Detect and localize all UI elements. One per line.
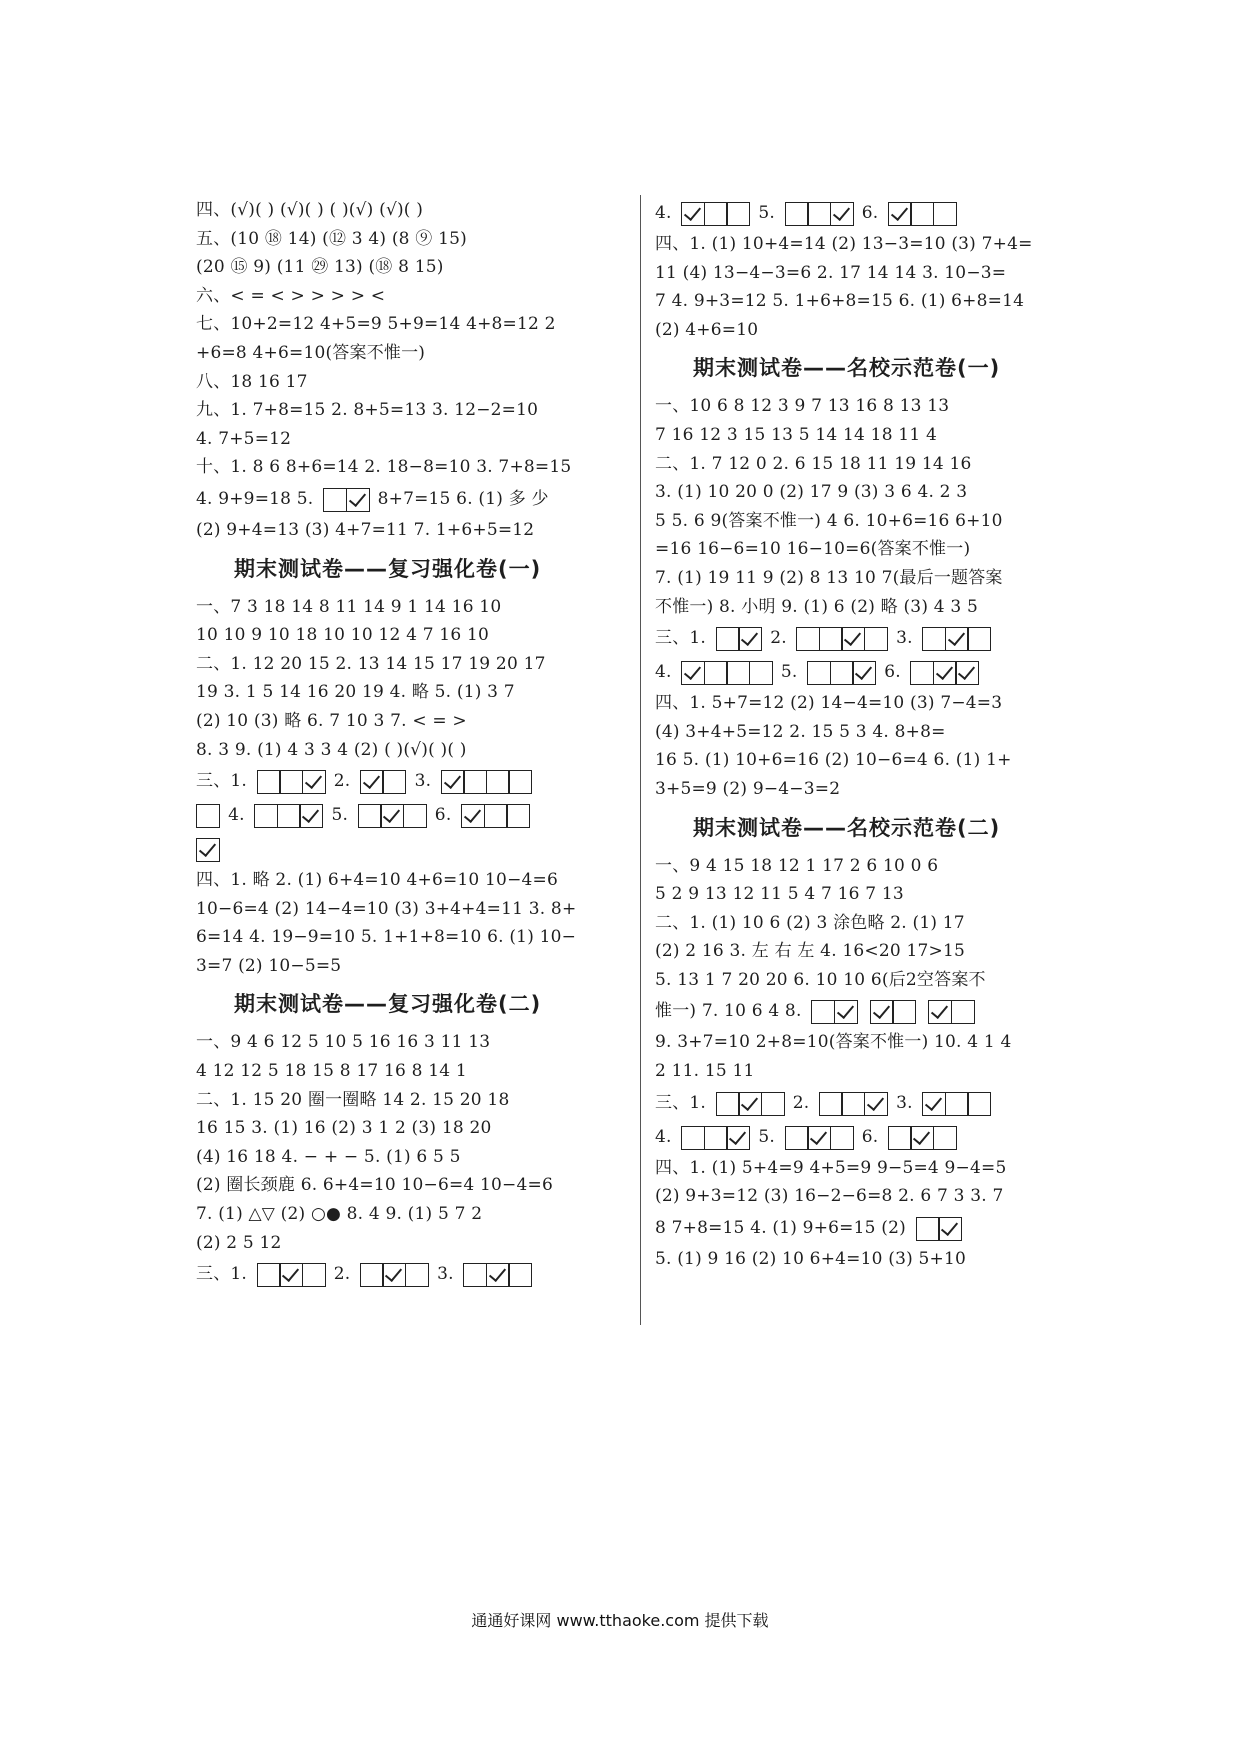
checkbox-group bbox=[888, 1120, 956, 1154]
checkbox-group bbox=[796, 622, 886, 656]
checkbox-group bbox=[196, 799, 219, 833]
checked-box bbox=[738, 1092, 762, 1116]
item-number: 6. bbox=[884, 662, 901, 683]
empty-box bbox=[360, 1263, 384, 1287]
checkbox-group bbox=[681, 1120, 749, 1154]
empty-box bbox=[506, 804, 530, 828]
empty-box bbox=[358, 804, 382, 828]
answer-line: 5 5. 6 9(答案不惟一) 4 6. 10+6=16 6+10 bbox=[655, 510, 1003, 531]
empty-box bbox=[922, 627, 946, 651]
item-number: 6. bbox=[434, 805, 452, 826]
checkbox-group bbox=[922, 622, 990, 656]
section-label: 三、 bbox=[196, 1264, 231, 1285]
left-column bbox=[196, 196, 626, 1291]
checked-box bbox=[681, 661, 705, 685]
empty-box bbox=[463, 770, 487, 794]
answer-line-with-boxes bbox=[196, 482, 626, 516]
checkbox-group bbox=[681, 197, 749, 231]
empty-box bbox=[704, 661, 728, 685]
answer-line: 一、7 3 18 14 8 11 14 9 1 14 16 10 bbox=[196, 596, 502, 617]
item-number: 4. bbox=[655, 662, 672, 683]
item-number: 4. bbox=[228, 805, 245, 826]
answer-line: 5. (1) 9 16 (2) 10 6+4=10 (3) 5+10 bbox=[655, 1248, 967, 1269]
empty-box bbox=[704, 1126, 728, 1150]
empty-box bbox=[382, 770, 406, 794]
section-heading: 期末测试卷——名校示范卷(二) bbox=[693, 815, 1001, 840]
checked-box bbox=[938, 1217, 962, 1241]
empty-box bbox=[888, 1126, 912, 1150]
answer-line: 10 10 9 10 18 10 10 12 4 7 16 10 bbox=[196, 625, 489, 646]
answer-line-with-boxes bbox=[655, 994, 1085, 1028]
answer-line: 19 3. 1 5 14 16 20 19 4. 略 5. (1) 3 7 bbox=[196, 682, 515, 703]
checkbox-group bbox=[928, 995, 973, 1029]
checked-box bbox=[382, 1263, 406, 1287]
empty-box bbox=[726, 202, 750, 226]
checked-box bbox=[279, 1263, 303, 1287]
answer-line: 5. 13 1 7 20 20 6. 10 10 6(后2空答案不 bbox=[655, 969, 986, 990]
item-number: 4. bbox=[655, 203, 672, 223]
answer-line: 九、1. 7+8=15 2. 8+5=13 3. 12−2=10 bbox=[196, 400, 539, 421]
empty-box bbox=[486, 770, 510, 794]
answer-line: 不惟一) 8. 小明 9. (1) 6 (2) 略 (3) 4 3 5 bbox=[655, 596, 979, 617]
checkbox-group bbox=[716, 622, 761, 656]
empty-box bbox=[892, 1000, 916, 1024]
answer-line: 四、(√)( ) (√)( ) ( )(√) (√)( ) bbox=[196, 200, 424, 220]
item-number: 6. bbox=[861, 203, 879, 223]
column-divider bbox=[640, 195, 641, 1325]
empty-box bbox=[279, 770, 303, 794]
item-number: 1. bbox=[689, 628, 707, 649]
checkbox-group bbox=[888, 197, 956, 231]
answer-line: 十、1. 8 6 8+6=14 2. 18−8=10 3. 7+8=15 bbox=[196, 457, 572, 478]
answer-line-with-boxes bbox=[655, 655, 1085, 689]
checkbox-group bbox=[922, 1086, 990, 1120]
answer-line: 八、18 16 17 bbox=[196, 371, 308, 392]
empty-box bbox=[761, 1092, 785, 1116]
answer-line: 6=14 4. 19−9=10 5. 1+1+8=10 6. (1) 10− bbox=[196, 927, 577, 948]
item-number: 5. bbox=[758, 203, 775, 223]
answer-line-with-boxes bbox=[196, 1257, 626, 1291]
checkbox-group bbox=[807, 656, 875, 690]
empty-box bbox=[254, 804, 278, 828]
empty-box bbox=[323, 488, 347, 512]
checkbox-group bbox=[785, 197, 853, 231]
item-number: 1. bbox=[230, 771, 248, 792]
empty-box bbox=[933, 202, 957, 226]
section-heading: 期末测试卷——复习强化卷(二) bbox=[234, 992, 542, 1017]
answer-text: 8 7+8=15 4. (1) 9+6=15 (2) bbox=[655, 1217, 906, 1238]
answer-line: 7. (1) 19 11 9 (2) 8 13 10 7(最后一题答案 bbox=[655, 567, 1003, 588]
answer-line: (2) 9+4=13 (3) 4+7=11 7. 1+6+5=12 bbox=[196, 519, 535, 540]
empty-box bbox=[508, 1263, 532, 1287]
answer-line: (2) 10 (3) 略 6. 7 10 3 7. < = > bbox=[196, 710, 467, 731]
empty-box bbox=[403, 804, 427, 828]
checkbox-group bbox=[916, 1211, 961, 1245]
empty-box bbox=[716, 1092, 740, 1116]
answer-line: 11 (4) 13−4−3=6 2. 17 14 14 3. 10−3= bbox=[655, 262, 1007, 283]
checkbox-group bbox=[463, 1258, 531, 1292]
item-number: 3. bbox=[437, 1264, 454, 1285]
empty-box bbox=[916, 1217, 940, 1241]
empty-box bbox=[807, 661, 831, 685]
checked-box bbox=[807, 1126, 831, 1150]
checked-box bbox=[864, 1092, 888, 1116]
checked-box bbox=[852, 661, 876, 685]
checked-box bbox=[910, 1126, 934, 1150]
checked-box bbox=[834, 1000, 858, 1024]
empty-box bbox=[967, 627, 991, 651]
empty-box bbox=[277, 804, 301, 828]
empty-box bbox=[807, 202, 831, 226]
checked-box bbox=[945, 627, 969, 651]
checked-box bbox=[380, 804, 404, 828]
empty-box bbox=[945, 1092, 969, 1116]
answer-text: 4. 9+9=18 5. bbox=[196, 488, 314, 509]
item-number: 3. bbox=[896, 628, 913, 649]
answer-line: 四、1. (1) 10+4=14 (2) 13−3=10 (3) 7+4= bbox=[655, 234, 1033, 254]
answer-line: (2) 圈长颈鹿 6. 6+4=10 10−6=4 10−4=6 bbox=[196, 1175, 553, 1196]
section-heading: 期末测试卷——复习强化卷(一) bbox=[234, 556, 542, 581]
empty-box bbox=[819, 627, 843, 651]
section-label: 三、 bbox=[196, 771, 231, 792]
item-number: 3. bbox=[896, 1092, 913, 1113]
answer-line: (2) 4+6=10 bbox=[655, 319, 759, 340]
answer-line: (4) 3+4+5=12 2. 15 5 3 4. 8+8= bbox=[655, 721, 946, 742]
answer-line: (2) 9+3=12 (3) 16−2−6=8 2. 6 7 3 3. 7 bbox=[655, 1186, 1004, 1207]
checkbox-group bbox=[254, 799, 322, 833]
checkbox-group bbox=[461, 799, 529, 833]
checkbox-group bbox=[811, 995, 856, 1029]
item-number: 2. bbox=[770, 628, 787, 649]
checked-box bbox=[299, 804, 323, 828]
answer-line: 8. 3 9. (1) 4 3 3 4 (2) ( )(√)( )( ) bbox=[196, 739, 467, 760]
answer-line: 7. (1) △▽ (2) ○● 8. 4 9. (1) 5 7 2 bbox=[196, 1204, 483, 1225]
empty-box bbox=[830, 661, 854, 685]
checkbox-group bbox=[323, 482, 368, 516]
empty-box bbox=[951, 1000, 975, 1024]
checked-box bbox=[870, 1000, 894, 1024]
answer-line-with-boxes bbox=[655, 196, 1085, 230]
answer-line-with-boxes bbox=[655, 1086, 1085, 1120]
answer-line: 7 16 12 3 15 13 5 14 14 18 11 4 bbox=[655, 424, 937, 445]
answer-line: =16 16−6=10 16−10=6(答案不惟一) bbox=[655, 539, 971, 560]
section-label: 三、 bbox=[655, 628, 690, 649]
checked-box bbox=[888, 202, 912, 226]
answer-line-with-boxes bbox=[655, 621, 1085, 655]
checked-box bbox=[830, 202, 854, 226]
checked-box bbox=[196, 838, 220, 862]
checked-box bbox=[928, 1000, 952, 1024]
answer-line: 一、9 4 15 18 12 1 17 2 6 10 0 6 bbox=[655, 855, 939, 876]
answer-line: (2) 2 5 12 bbox=[196, 1232, 282, 1253]
empty-box bbox=[796, 627, 820, 651]
empty-box bbox=[785, 1126, 809, 1150]
right-column bbox=[655, 196, 1085, 1273]
answer-line: 二、1. 7 12 0 2. 6 15 18 11 19 14 16 bbox=[655, 453, 972, 474]
empty-box bbox=[785, 202, 809, 226]
empty-box bbox=[405, 1263, 429, 1287]
answer-line: 二、1. 12 20 15 2. 13 14 15 17 19 20 17 bbox=[196, 653, 546, 674]
answer-line-with-boxes bbox=[196, 832, 626, 866]
empty-box bbox=[257, 770, 281, 794]
checked-box bbox=[922, 1092, 946, 1116]
answer-line-with-boxes bbox=[196, 798, 626, 832]
answer-text: 惟一) 7. 10 6 4 8. bbox=[655, 1001, 802, 1022]
answer-line: 二、1. (1) 10 6 (2) 3 涂色略 2. (1) 17 bbox=[655, 912, 965, 933]
checkbox-group bbox=[358, 799, 426, 833]
section-label: 三、 bbox=[655, 1092, 690, 1113]
checked-box bbox=[346, 488, 370, 512]
empty-box bbox=[302, 1263, 326, 1287]
checked-box bbox=[461, 804, 485, 828]
checked-box bbox=[486, 1263, 510, 1287]
item-number: 6. bbox=[861, 1126, 879, 1147]
item-number: 5. bbox=[331, 805, 349, 826]
checkbox-group bbox=[870, 995, 915, 1029]
checked-box bbox=[955, 661, 979, 685]
checkbox-group bbox=[257, 1258, 325, 1292]
empty-box bbox=[484, 804, 508, 828]
empty-box bbox=[681, 1126, 705, 1150]
answer-line: 二、1. 15 20 圈一圈略 14 2. 15 20 18 bbox=[196, 1089, 510, 1110]
answer-line: 3=7 (2) 10−5=5 bbox=[196, 955, 342, 976]
answer-line: (4) 16 18 4. − + − 5. (1) 6 5 5 bbox=[196, 1146, 461, 1167]
empty-box bbox=[749, 661, 773, 685]
empty-box bbox=[933, 1126, 957, 1150]
answer-line: 10−6=4 (2) 14−4=10 (3) 3+4+4=11 3. 8+ bbox=[196, 898, 577, 919]
answer-line: 六、< = < > > > > < bbox=[196, 285, 386, 306]
answer-line: 5 2 9 13 12 11 5 4 7 16 7 13 bbox=[655, 884, 904, 905]
checkbox-group bbox=[910, 656, 978, 690]
checkbox-group bbox=[360, 765, 405, 799]
item-number: 2. bbox=[333, 771, 351, 792]
answer-line: 四、1. 略 2. (1) 6+4=10 4+6=10 10−4=6 bbox=[196, 870, 558, 891]
answer-line: 16 5. (1) 10+6=16 (2) 10−6=4 6. (1) 1+ bbox=[655, 750, 1012, 771]
answer-line: 一、9 4 6 12 5 10 5 16 16 3 11 13 bbox=[196, 1032, 491, 1053]
empty-box bbox=[967, 1092, 991, 1116]
item-number: 1. bbox=[230, 1264, 248, 1285]
checked-box bbox=[738, 627, 762, 651]
checkbox-group bbox=[257, 765, 325, 799]
checked-box bbox=[360, 770, 384, 794]
answer-line: 7 4. 9+3=12 5. 1+6+8=15 6. (1) 6+8=14 bbox=[655, 291, 1025, 312]
checkbox-group bbox=[716, 1086, 784, 1120]
empty-box bbox=[726, 661, 750, 685]
item-number: 1. bbox=[689, 1092, 707, 1113]
item-number: 5. bbox=[780, 662, 798, 683]
answer-line: 9. 3+7=10 2+8=10(答案不惟一) 10. 4 1 4 bbox=[655, 1032, 1012, 1053]
empty-box bbox=[196, 804, 220, 828]
checked-box bbox=[841, 627, 865, 651]
answer-line: 五、(10 ⑱ 14) (⑫ 3 4) (8 ⑨ 15) bbox=[196, 228, 467, 249]
answer-line: (2) 2 16 3. 左 右 左 4. 16<20 17>15 bbox=[655, 941, 966, 962]
answer-line-with-boxes bbox=[655, 1211, 1085, 1245]
answer-line: 3. (1) 10 20 0 (2) 17 9 (3) 3 6 4. 2 3 bbox=[655, 482, 968, 503]
answer-line-with-boxes bbox=[655, 1120, 1085, 1154]
answer-line: 一、10 6 8 12 3 9 7 13 16 8 13 13 bbox=[655, 396, 950, 417]
checked-box bbox=[681, 202, 705, 226]
answer-line: 4 12 12 5 18 15 8 17 16 8 14 1 bbox=[196, 1061, 467, 1082]
answer-line: 16 15 3. (1) 16 (2) 3 1 2 (3) 18 20 bbox=[196, 1118, 492, 1139]
empty-box bbox=[704, 202, 728, 226]
empty-box bbox=[910, 661, 934, 685]
checked-box bbox=[302, 770, 326, 794]
empty-box bbox=[508, 770, 532, 794]
download-footer: 通通好课网 www.tthaoke.com 提供下载 bbox=[471, 1611, 769, 1630]
empty-box bbox=[864, 627, 888, 651]
checked-box bbox=[726, 1126, 750, 1150]
section-heading: 期末测试卷——名校示范卷(一) bbox=[693, 356, 1001, 381]
empty-box bbox=[910, 202, 934, 226]
empty-box bbox=[716, 627, 740, 651]
answer-line-with-boxes bbox=[196, 764, 626, 798]
empty-box bbox=[463, 1263, 487, 1287]
checked-box bbox=[933, 661, 957, 685]
answer-line: 四、1. 5+7=12 (2) 14−4=10 (3) 7−4=3 bbox=[655, 693, 1003, 714]
answer-line: 七、10+2=12 4+5=9 5+9=14 4+8=12 2 bbox=[196, 314, 556, 335]
answer-line: 四、1. (1) 5+4=9 4+5=9 9−5=4 9−4=5 bbox=[655, 1157, 1007, 1178]
item-number: 4. bbox=[655, 1126, 672, 1147]
empty-box bbox=[257, 1263, 281, 1287]
empty-box bbox=[841, 1092, 865, 1116]
answer-line: 3+5=9 (2) 9−4−3=2 bbox=[655, 778, 841, 799]
item-number: 5. bbox=[758, 1126, 775, 1147]
checkbox-group bbox=[785, 1120, 853, 1154]
answer-line: (20 ⑮ 9) (11 ㉙ 13) (⑱ 8 15) bbox=[196, 257, 444, 278]
answer-text: 8+7=15 6. (1) 多 少 bbox=[377, 488, 549, 509]
checkbox-group bbox=[681, 656, 771, 690]
answer-line: 2 11. 15 11 bbox=[655, 1061, 755, 1082]
empty-box bbox=[811, 1000, 835, 1024]
answer-line: +6=8 4+6=10(答案不惟一) bbox=[196, 342, 426, 363]
item-number: 3. bbox=[414, 771, 432, 792]
checkbox-group bbox=[441, 765, 531, 799]
checkbox-group bbox=[819, 1086, 887, 1120]
checked-box bbox=[441, 770, 465, 794]
answer-line: 4. 7+5=12 bbox=[196, 428, 292, 449]
item-number: 2. bbox=[333, 1264, 351, 1285]
empty-box bbox=[830, 1126, 854, 1150]
checkbox-group bbox=[196, 833, 219, 867]
item-number: 2. bbox=[792, 1092, 810, 1113]
checkbox-group bbox=[360, 1258, 428, 1292]
empty-box bbox=[819, 1092, 843, 1116]
